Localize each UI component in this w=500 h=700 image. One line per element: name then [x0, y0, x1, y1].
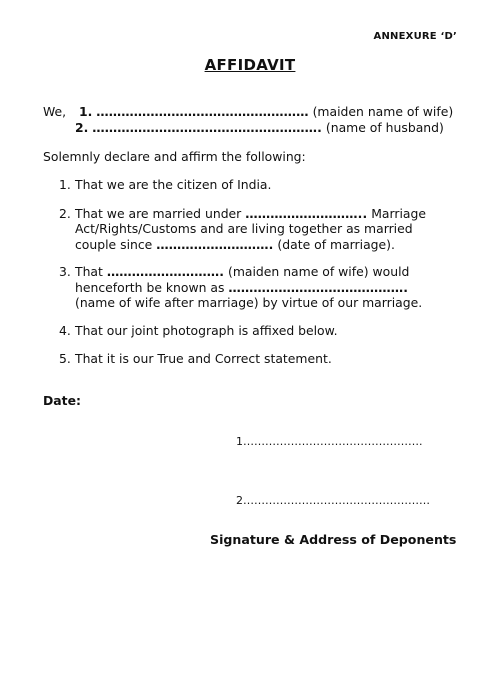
party-2-note: (name of husband): [325, 120, 444, 135]
party-2-number: 2.: [75, 120, 89, 135]
party-1-blank: ……………………………………………: [96, 104, 309, 119]
marriage-act-blank: ………………………..: [245, 205, 368, 221]
point-2-line-2: Act/Rights/Customs and are living together as married: [75, 221, 413, 236]
party-2-blank: ……………………………………………….: [92, 120, 322, 135]
we-label: We,: [43, 104, 67, 119]
declaration-points: [59, 177, 449, 367]
point-text: That it is our True and Correct statement.: [75, 351, 332, 366]
point-number: 2.: [59, 205, 71, 221]
point-2-line-3: [75, 237, 449, 253]
point-text: couple since: [75, 236, 157, 252]
point-3-line-2: [75, 280, 449, 296]
signature-line-1: 1………………………………………….: [236, 435, 423, 448]
date-label: Date:: [43, 393, 81, 408]
point-3-line-3: (name of wife after marriage) by virtue of our marriage.: [75, 295, 423, 310]
maiden-name-blank: ……………………….: [106, 264, 225, 279]
document-title: AFFIDAVIT: [204, 56, 296, 74]
new-name-blank: …………………………………….: [228, 279, 409, 295]
point-text: (date of marriage).: [273, 236, 395, 252]
annexure-label: ANNEXURE ‘D’: [373, 31, 457, 42]
point-text: That: [75, 264, 107, 279]
party-husband-row: [43, 120, 453, 136]
party-1-note: (maiden name of wife): [312, 104, 454, 119]
point-number: 3.: [59, 264, 71, 279]
point-text: That we are the citizen of India.: [75, 177, 272, 192]
point-text: Marriage: [367, 205, 426, 221]
point-number: 4.: [59, 322, 71, 338]
point-4: [59, 323, 449, 339]
point-3: [59, 264, 449, 311]
point-text: (maiden name of wife) would: [224, 264, 410, 279]
marriage-date-blank: ……………………….: [156, 236, 274, 252]
party-wife-row: [43, 104, 453, 120]
point-text: henceforth be known as: [75, 279, 229, 295]
point-text: That we are married under: [75, 205, 246, 221]
point-2-line-1: [75, 206, 449, 222]
point-text: That our joint photograph is affixed below.: [75, 322, 338, 338]
parties-block: [43, 104, 453, 136]
point-number: 1.: [59, 177, 71, 192]
point-3-line-1: [75, 264, 449, 280]
signature-line-2: 2……………………………………………: [236, 494, 430, 507]
point-2: [59, 206, 449, 253]
point-5: [59, 351, 449, 367]
declaration-statement: Solemnly declare and affirm the following:: [43, 149, 306, 164]
party-1-number: 1.: [79, 104, 93, 119]
point-number: 5.: [59, 351, 71, 366]
signature-caption: Signature & Address of Deponents: [210, 532, 457, 547]
point-1: [59, 177, 449, 193]
